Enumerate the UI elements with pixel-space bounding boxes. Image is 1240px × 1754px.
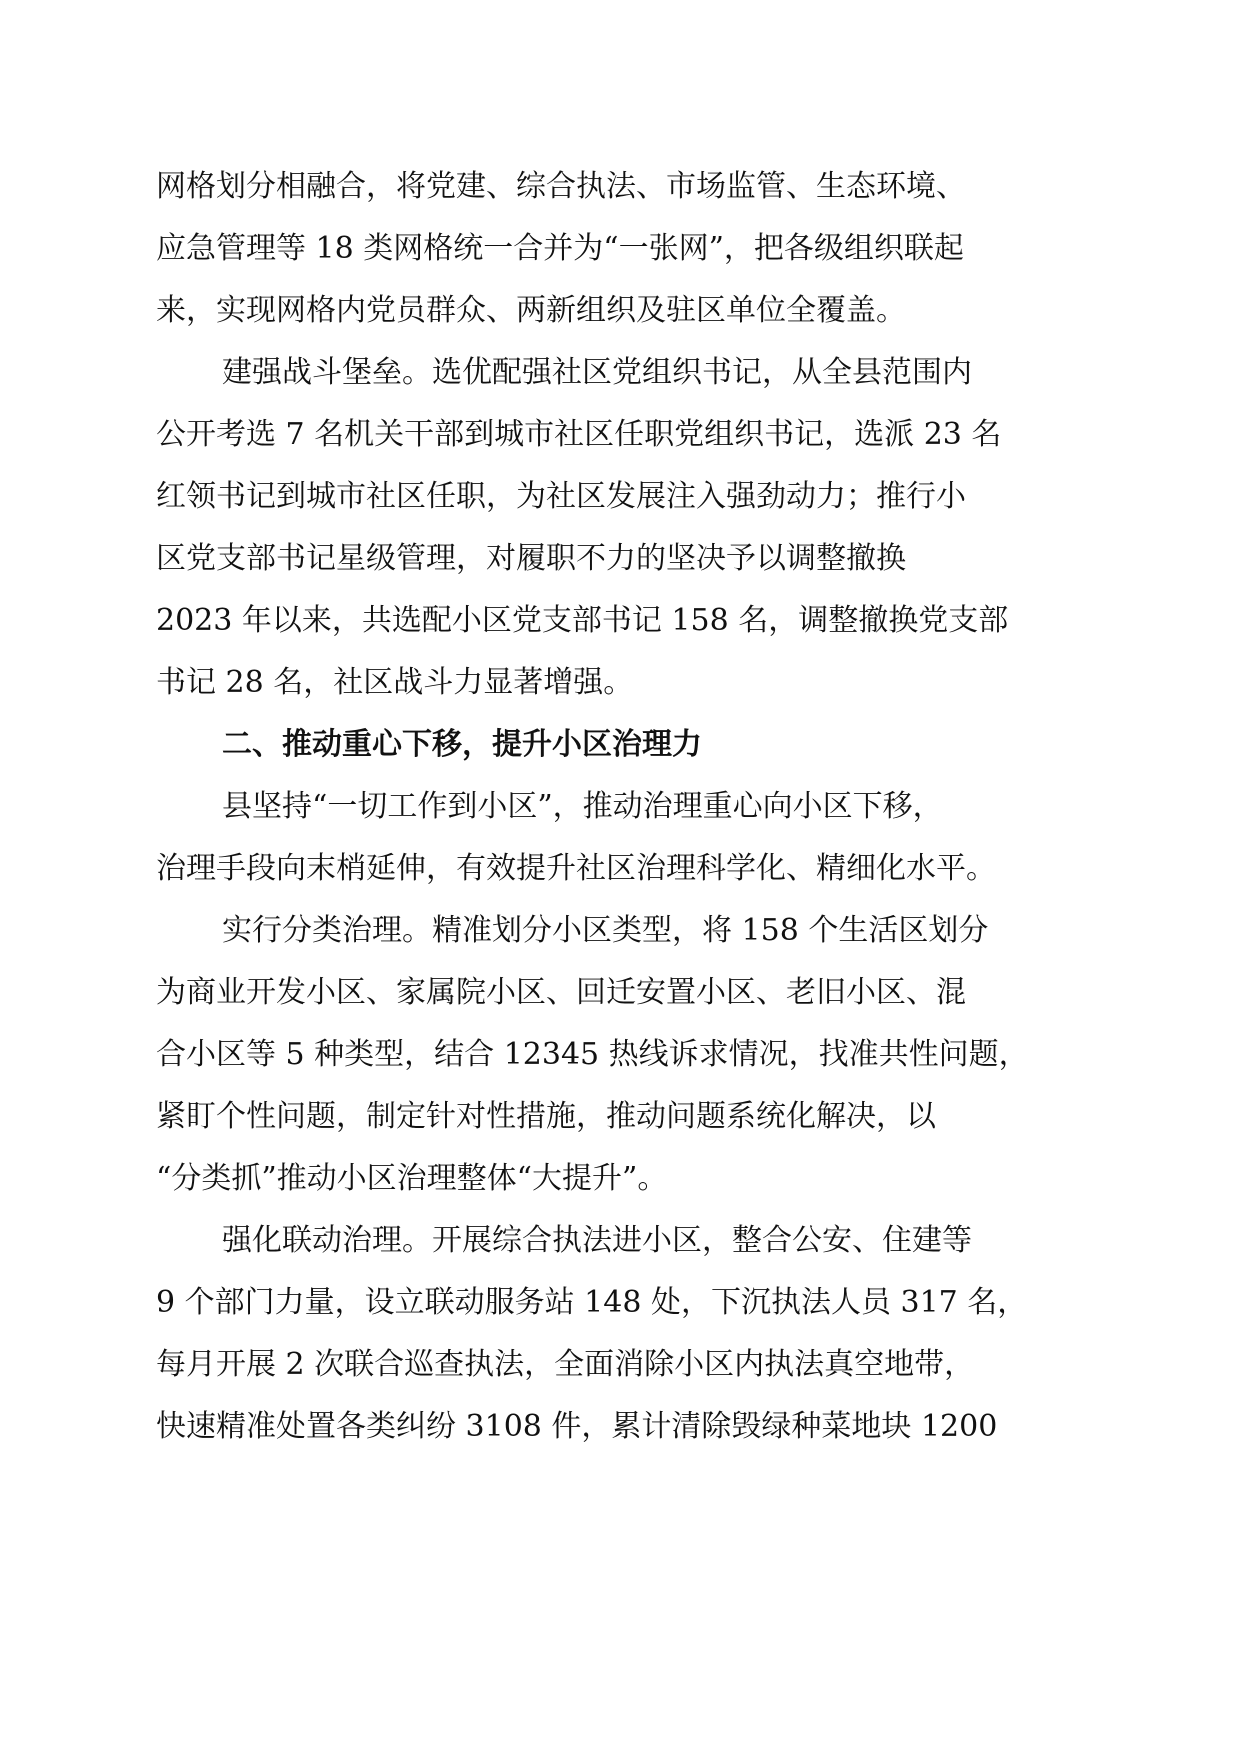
text-line: 治理手段向末梢延伸，有效提升社区治理科学化、精细化水平。	[156, 851, 996, 886]
text-line: 应急管理等 18 类网格统一合并为“一张网”，把各级组织联起	[156, 231, 964, 266]
section-heading: 二、推动重心下移，提升小区治理力	[222, 727, 702, 762]
text-line: 来，实现网格内党员群众、两新组织及驻区单位全覆盖。	[156, 293, 906, 328]
text-line: 紧盯个性问题，制定针对性措施，推动问题系统化解决，以	[156, 1099, 936, 1134]
text-line: 合小区等 5 种类型，结合 12345 热线诉求情况，找准共性问题，	[156, 1037, 1029, 1072]
text-line: 快速精准处置各类纠纷 3108 件，累计清除毁绿种菜地块 1200	[156, 1409, 998, 1444]
text-line: 每月开展 2 次联合巡查执法，全面消除小区内执法真空地带，	[156, 1347, 975, 1382]
text-line: 为商业开发小区、家属院小区、回迁安置小区、老旧小区、混	[156, 975, 966, 1010]
text-line: 红领书记到城市社区任职，为社区发展注入强劲动力；推行小	[156, 479, 966, 514]
text-line: 公开考选 7 名机关干部到城市社区任职党组织书记，选派 23 名	[156, 417, 1002, 452]
text-line: “分类抓”推动小区治理整体“大提升”。	[156, 1161, 668, 1196]
text-line: 县坚持“一切工作到小区”，推动治理重心向小区下移，	[222, 789, 943, 824]
text-line: 2023 年以来，共选配小区党支部书记 158 名，调整撤换党支部	[156, 603, 1009, 638]
text-line: 建强战斗堡垒。选优配强社区党组织书记，从全县范围内	[222, 355, 972, 390]
text-line: 区党支部书记星级管理，对履职不力的坚决予以调整撤换	[156, 541, 906, 576]
text-line: 强化联动治理。开展综合执法进小区，整合公安、住建等	[222, 1223, 972, 1258]
text-line: 书记 28 名，社区战斗力显著增强。	[156, 665, 634, 700]
text-line: 实行分类治理。精准划分小区类型，将 158 个生活区划分	[222, 913, 989, 948]
text-line: 9 个部门力量，设立联动服务站 148 处，下沉执法人员 317 名，	[156, 1285, 1028, 1320]
text-line: 网格划分相融合，将党建、综合执法、市场监管、生态环境、	[156, 169, 966, 204]
